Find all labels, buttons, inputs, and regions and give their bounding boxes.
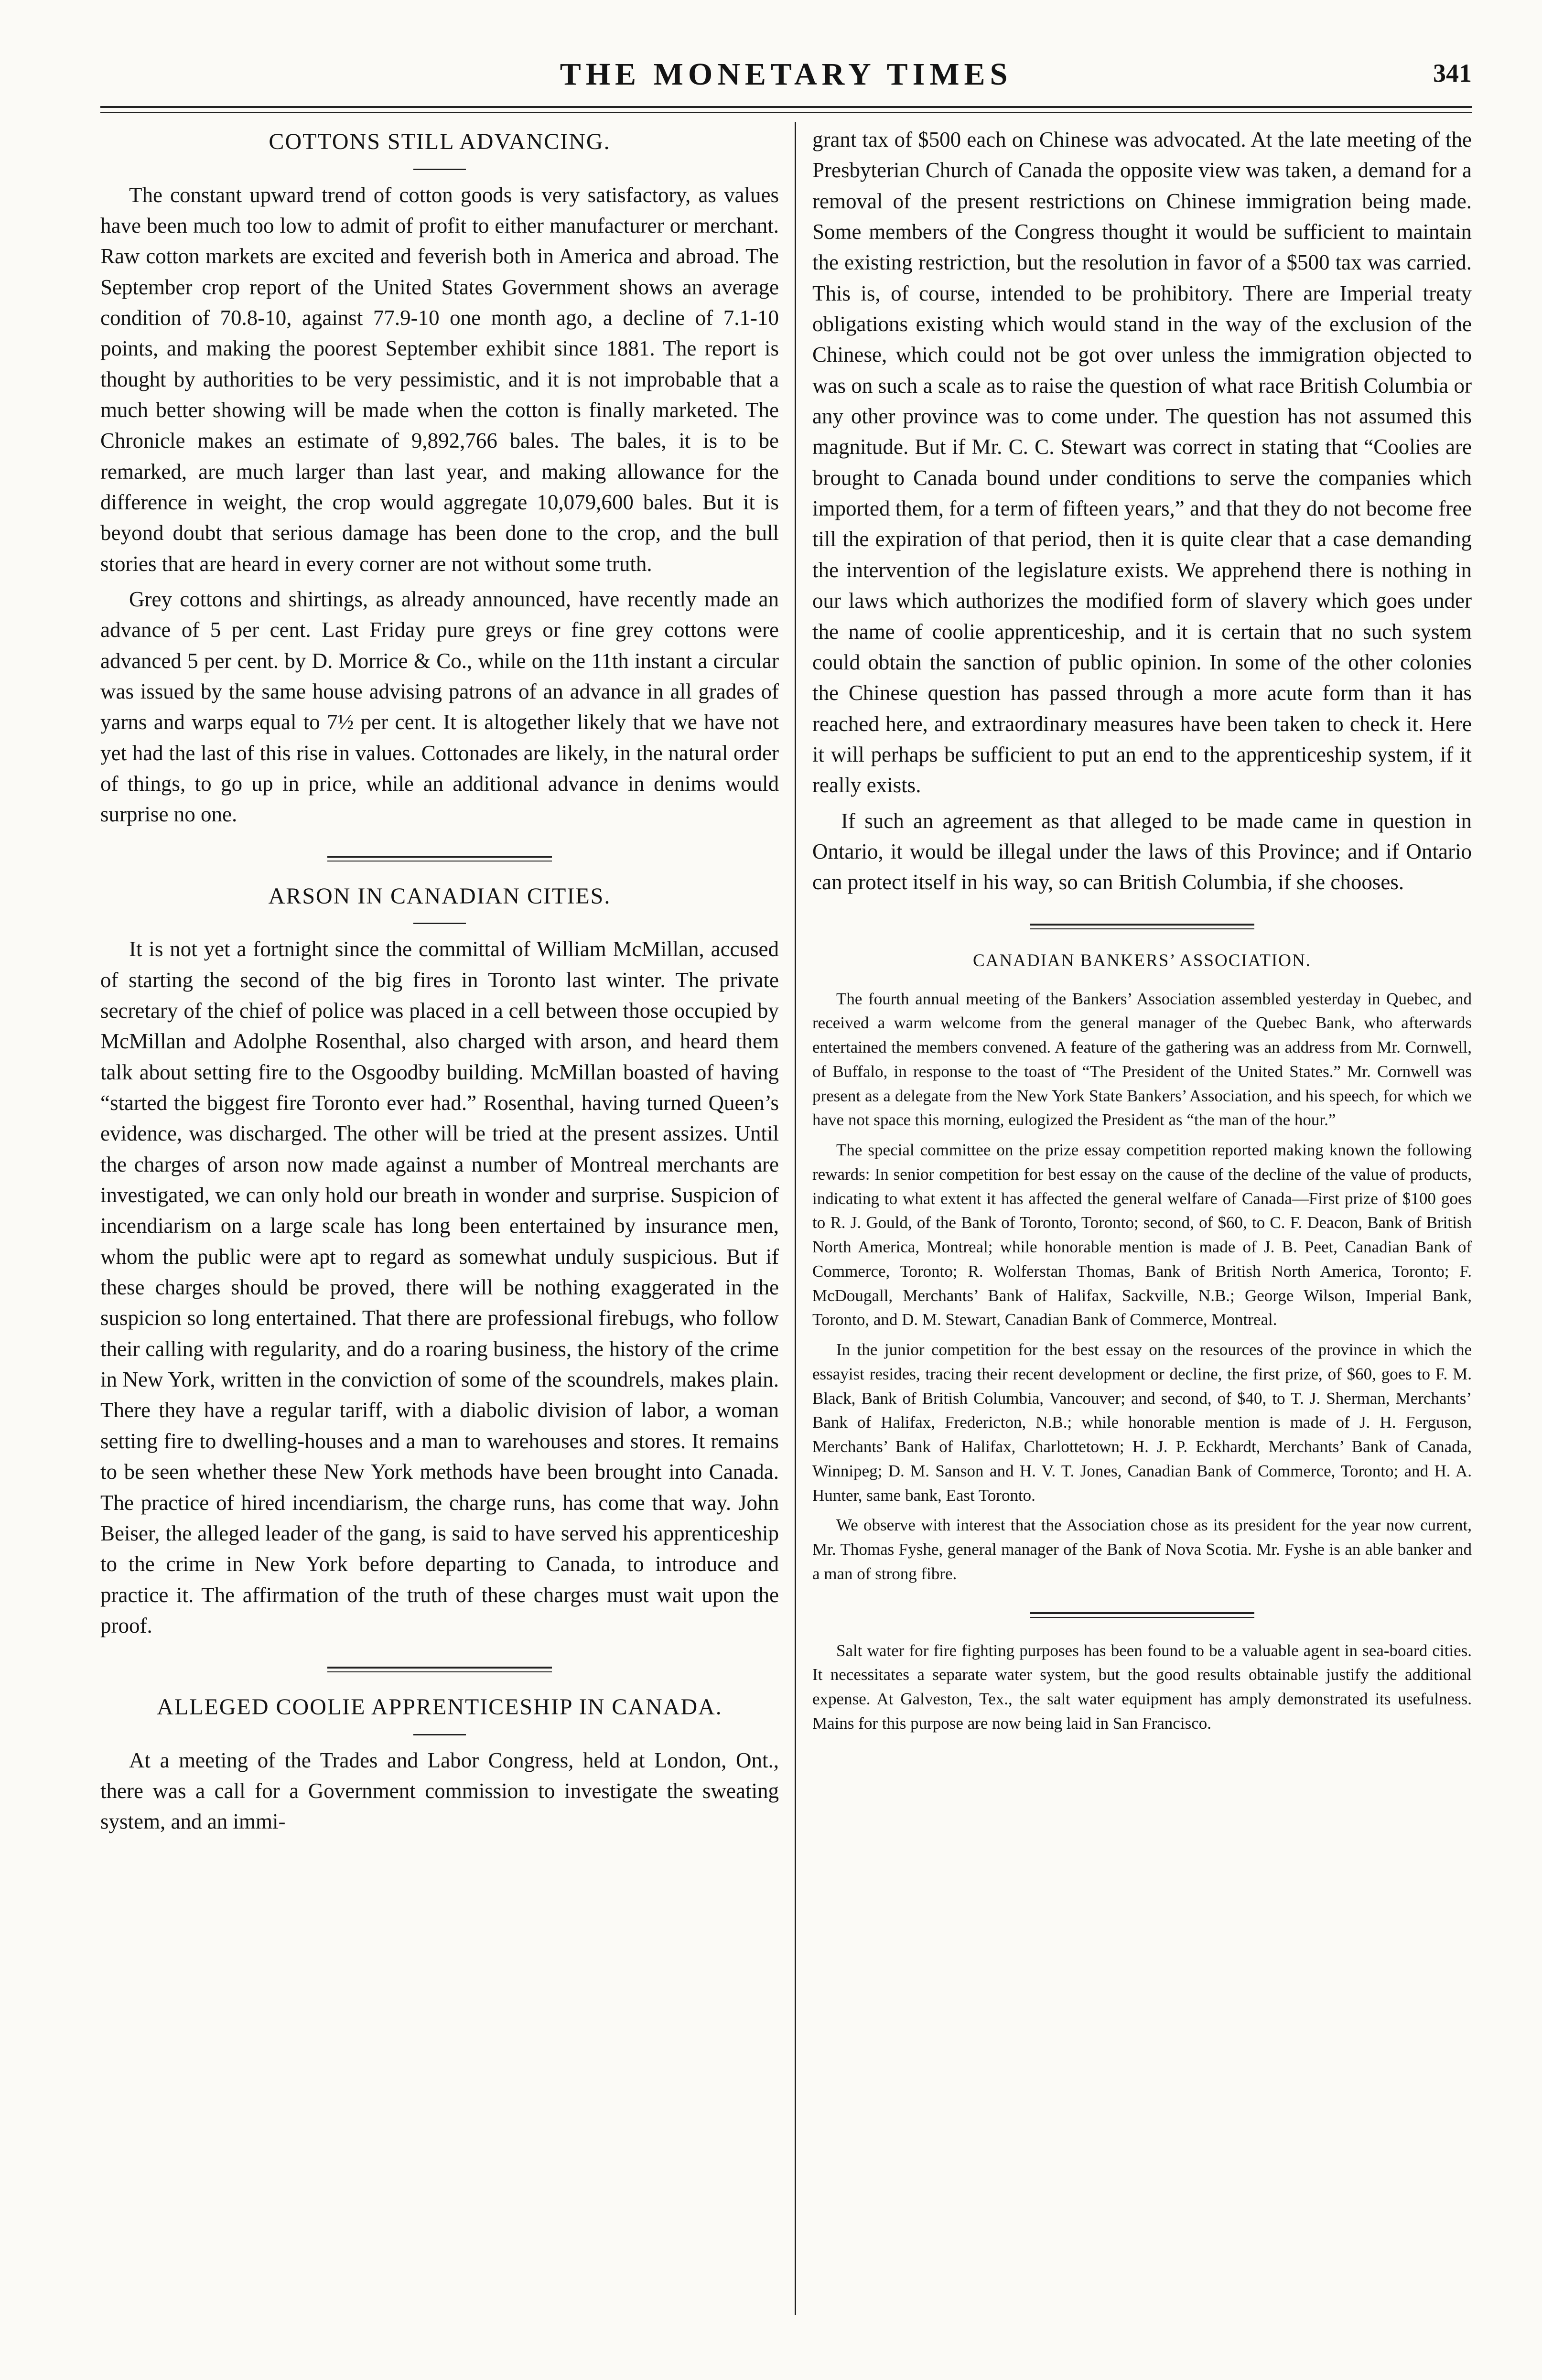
section-divider (812, 1612, 1472, 1618)
article-coolie (100, 1693, 779, 1837)
title-rule (413, 1734, 466, 1735)
page-number: 341 (1433, 59, 1472, 87)
paragraph: Salt water for fire fighting purposes has been found to be a valuable agent in sea-board cities. It necessitates a separate water system, but the good results obtainable justify the additional expense. At Galveston, Tex., the salt water equipment has amply demonstrated its usefulness. Mains for this purpose are now being laid in San Francisco. (812, 1641, 1472, 1733)
article-title: ARSON IN CANADIAN CITIES. (268, 883, 611, 909)
paragraph: The special committee on the prize essay competition reported making known the following rewards: In senior competition for best essay on the cause of the decline of the value of products, indicating to what extent it has affected the general welfare of Canada—First prize of $100 goes to R. J. Gould, of the Bank of Toronto, Toronto; second, of $60, to C. F. Deacon, Bank of British North America, Montreal; while honorable mention is made of J. B. Peet, Canadian Bank of Commerce, Toronto; R. Wolferstan Thomas, Bank of British North America, Toronto; F. McDougall, Merchants’ Bank of Halifax, Sackville, N.B.; George Wilson, Imperial Bank, Toronto, and D. M. Stewart, Canadian Bank of Commerce, Montreal. (812, 1141, 1472, 1329)
section-divider (812, 924, 1472, 929)
paragraph: The fourth annual meeting of the Bankers’ Association assembled yesterday in Quebec, and received a warm welcome from the general manager of the Quebec Bank, who afterwards entertained the members convened. A feature of the gathering was an address from Mr. Cornwell, of Buffalo, in response to the toast of “The President of the United States.” Mr. Cornwell was present as a delegate from the New York State Bankers’ Association, and his speech, for which we have not space this morning, eulogized the President as “the man of the hour.” (812, 989, 1472, 1130)
article-cottons (100, 128, 779, 830)
section-divider (100, 856, 779, 862)
paragraph: Grey cottons and shirtings, as already announced, have recently made an advance of 5 per cent. Last Friday pure greys or fine grey cottons were advanced 5 per cent. by D. Morrice & Co., while on the 11th instant a circular was issued by the same house advising patrons of an advance in all grades of yarns and warps equal to 7½ per cent. It is altogether likely that we have not yet had the last of this rise in values. Cottonades are likely, in the natural order of things, to go up in price, while an additional advance in denims would surprise no one. (100, 587, 779, 827)
paragraph: At a meeting of the Trades and Labor Congress, held at London, Ont., there was a call for a Government commission to investigate the sweating system, and an immi- (100, 1748, 779, 1834)
column-divider (795, 122, 796, 2315)
section-divider (100, 1667, 779, 1672)
paragraph: If such an agreement as that alleged to be made came in question in Ontario, it would be illegal under the laws of this Province; and if Ontario can protect itself in his way, so can British Columbia, if she chooses. (812, 808, 1472, 894)
article-title: ALLEGED COOLIE APPRENTICESHIP IN CANADA. (157, 1694, 722, 1720)
paragraph: It is not yet a fortnight since the committal of William McMillan, accused of starting the second of the big fires in Toronto last winter. The private secretary of the chief of police was placed in a cell between those occupied by McMillan and Adolphe Rosenthal, also charged with arson, and heard them talk about setting fire to the Osgoodby building. McMillan boasted of having “started the biggest fire Toronto ever had.” Rosenthal, having turned Queen’s evidence, was discharged. The other will be tried at the present assizes. Until the charges of arson now made against a number of Montreal merchants are investigated, we can only hold our breath in wonder and surprise. Suspicion of incendiarism on a large scale has long been entertained by insurance men, whom the public were apt to regard as somewhat unduly suspicious. But if these charges should be proved, there will be nothing exaggerated in the suspicion so long entertained. That there are professional firebugs, who follow their calling with regularity, and do a roaring business, the history of the crime in New York, written in the conviction of some of the scoundrels, makes plain. There they have a regular tariff, with a diabolic division of labor, a woman setting fire to dwelling-houses and a man to warehouses and stores. It remains to be seen whether these New York methods have been brought into Canada. The practice of hired incendiarism, the charge runs, has come that way. John Beiser, the alleged leader of the gang, is said to have served his apprenticeship to the crime in New York before departing to Canada, to introduce and practice it. The affirmation of the truth of these charges must wait upon the proof. (100, 937, 779, 1637)
article-bankers (812, 950, 1472, 1586)
article-coolie-continued (812, 124, 1472, 898)
article-title: COTTONS STILL ADVANCING. (269, 129, 611, 154)
publication-title: THE MONETARY TIMES (560, 57, 1013, 92)
article-title: CANADIAN BANKERS’ ASSOCIATION. (973, 950, 1311, 970)
paragraph: In the junior competition for the best essay on the resources of the province in which the essayist resides, tracing their recent development or decline, the first prize, of $60, goes to F. M. Black, Bank of British Columbia, Vancouver; and second, of $40, to T. J. Sherman, Merchants’ Bank of Halifax, Fredericton, N.B.; while honorable mention is made of J. H. Ferguson, Merchants’ Bank of Halifax, Charlottetown; H. J. P. Eckhardt, Merchants’ Bank of Canada, Winnipeg; D. M. Sanson and H. V. T. Jones, Canadian Bank of Commerce, Toronto; and H. A. Hunter, same bank, East Toronto. (812, 1340, 1472, 1505)
masthead-rule (100, 106, 1472, 108)
paragraph: grant tax of $500 each on Chinese was advocated. At the late meeting of the Presbyterian Church of Canada the opposite view was taken, a demand for a removal of the present restrictions on Chinese immigration being made. Some members of the Congress thought it would be sufficient to maintain the existing restriction, but the resolution in favor of a $500 tax was carried. This is, of course, intended to be prohibitory. There are Imperial treaty obligations existing which would stand in the way of the exclusion of the Chinese, which could not be got over unless the immigration objected to was on such a scale as to raise the question of what race British Columbia or any other province was to come under. The question has not assumed this magnitude. But if Mr. C. C. Stewart was correct in stating that “Coolies are brought to Canada bound under conditions to serve the companies which imported them, for a term of fifteen years,” and that they do not become free till the expiration of that period, then it is quite clear that a case demanding the intervention of the legislature exists. We apprehend there is nothing in our laws which authorizes the modified form of slavery which goes under the name of coolie apprenticeship, and it is certain that no such system could obtain the sanction of public opinion. In some of the other colonies the Chinese question has passed through a more acute form than it has reached here, and extraordinary measures have been taken to check it. Here it will perhaps be sufficient to put an end to the apprenticeship system, if it really exists. (812, 128, 1472, 797)
right-column (812, 124, 1472, 2313)
paragraph: We observe with interest that the Association chose as its president for the year now current, Mr. Thomas Fyshe, general manager of the Bank of Nova Scotia. Mr. Fyshe is an able banker and a man of strong fibre. (812, 1516, 1472, 1583)
masthead-rule-thin (100, 112, 1472, 113)
left-column (100, 124, 779, 2313)
paragraph: The constant upward trend of cotton goods is very satisfactory, as values have been much too low to admit of profit to either manufacturer or merchant. Raw cotton markets are excited and feverish both in America and abroad. The September crop report of the United States Government shows an average condition of 70.8-10, against 77.9-10 one month ago, a decline of 7.1-10 points, and making the poorest September exhibit since 1881. The report is thought by authorities to be very pessimistic, and it is not improbable that a much better showing will be made when the cotton is finally marketed. The Chronicle makes an estimate of 9,892,766 bales. The bales, it is to be remarked, are much larger than last year, and making allowance for the difference in weight, the crop would aggregate 10,079,600 bales. But it is beyond doubt that serious damage has been done to the crop, and the bull stories that are heard in every corner are not without some truth. (100, 183, 779, 576)
title-rule (413, 923, 466, 924)
masthead (100, 53, 1472, 110)
title-rule (413, 169, 466, 170)
article-arson (100, 883, 779, 1641)
article-saltwater (812, 1639, 1472, 1736)
